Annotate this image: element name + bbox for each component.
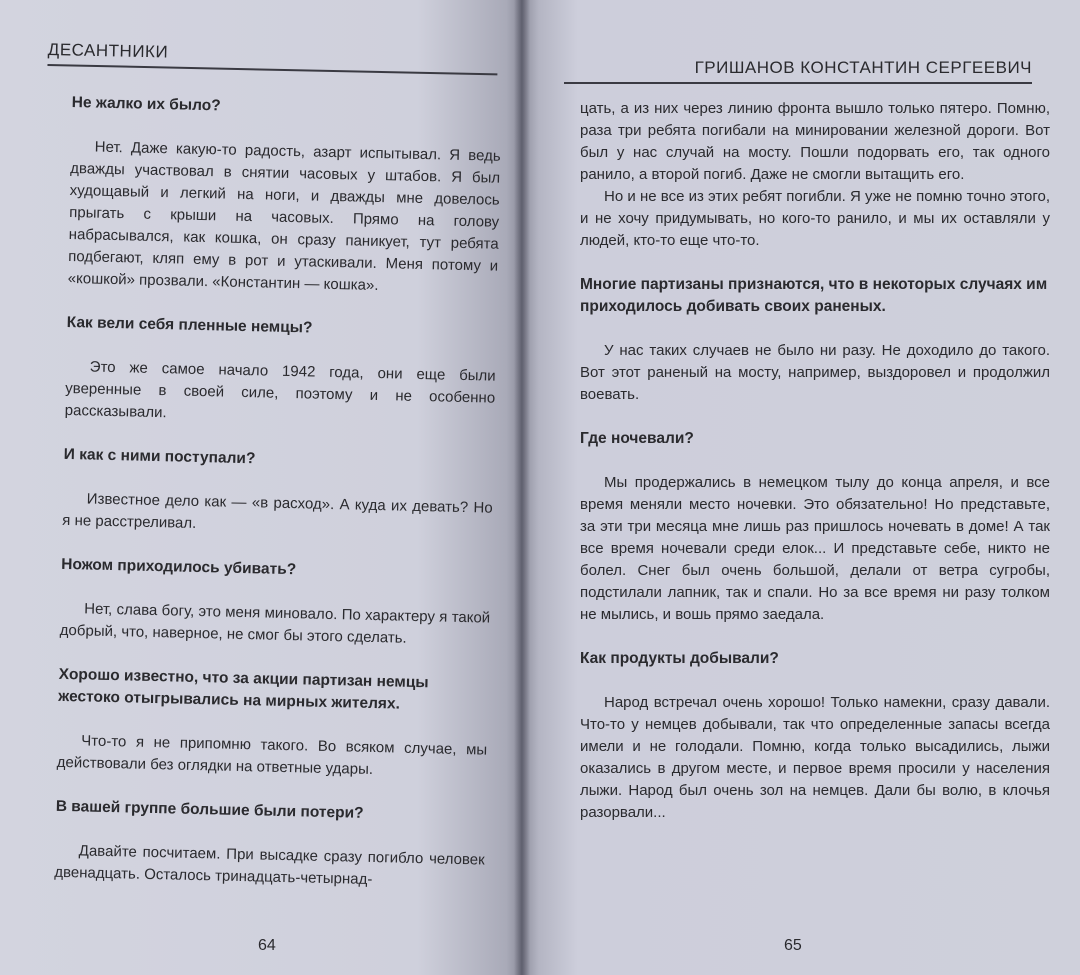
answer-paragraph: Нет. Даже какую-то радость, азарт испытывал. Я ведь дважды участвовал в снятии часовых у штабов. Я был худощавый и легкий на ноги, и дважды мне довелось прыгать с крыши на часовых. Прямо на голову набрасывался, как кошка, он сразу паникует, тут ребята подбегают, кляп ему в рот и утаскивали. Меня потому и «кошкой» прозвали. «Константин — кошка». — [67, 138, 501, 295]
answer-paragraph: цать, а из них через линию фронта вышло только пятеро. Помню, раза три ребята погибали на минировании железной дороги. Вот был у нас случай на мосту. Пошли подорвать его, так одного ранило, а второй погиб. Даже не смогли вытащить его. — [580, 100, 1050, 183]
left-page — [0, 0, 522, 975]
answer — [60, 598, 491, 652]
answer — [57, 730, 488, 784]
left-page-text — [54, 92, 502, 894]
answer-paragraph: Но и не все из этих ребят погибли. Я уже не помню точно этого, и не хочу придумывать, но кого-то ранило, и мы их оставляли у людей, кто-то еще что-то. — [580, 188, 1050, 249]
answer — [580, 472, 1050, 626]
answer — [54, 840, 485, 894]
answer — [65, 356, 496, 432]
question: Ножом приходилось убивать? — [61, 555, 297, 579]
answer — [68, 136, 501, 300]
running-head-left: ДЕСАНТНИКИ — [47, 40, 497, 75]
question: Хорошо известно, что за акции партизан немцы жестоко отыгрывались на мирных жителях. — [58, 665, 429, 713]
question: В вашей группе большие были потери? — [55, 797, 364, 822]
question: Где ночевали? — [580, 430, 694, 447]
answer-paragraph: Мы продержались в немецком тылу до конца апреля, и все время меняли место ночевки. Это обязательно! Но представьте, за эти три месяца мне лишь раз пришлось ночевать в доме! А так все время ночевали среди елок... И представьте себе, никто не болел. Снег был очень большой, делали от ветра сугробы, подстилали лапник, так и спали. Но за все время ни разу толком не мылись, и вошь прямо заедала. — [580, 474, 1050, 623]
right-page-text — [580, 98, 1050, 824]
answer-paragraph: Что-то я не припомню такого. Во всяком случае, мы действовали без оглядки на ответные удары. — [56, 732, 488, 779]
question: Не жалко их было? — [71, 93, 221, 115]
answer-paragraph: Народ встречал очень хорошо! Только намекни, сразу давали. Что-то у немцев добывали, так что определенные запасы всегда имели и не голодали. Помню, когда только высадились, лыжи оказались в другом месте, и первое время просили у населения лыжи. Народ был очень зол на немцев. Дали бы волю, в клочья разорвали... — [580, 694, 1050, 821]
question: И как с ними поступали? — [63, 445, 256, 468]
page-number-left: 64 — [258, 937, 276, 954]
answer — [580, 692, 1050, 824]
answer — [580, 98, 1050, 252]
question: Многие партизаны признаются, что в некоторых случаях им приходилось добивать своих раненых. — [580, 276, 1048, 315]
answer — [62, 488, 493, 542]
answer-paragraph: Давайте посчитаем. При высадке сразу погибло человек двенадцать. Осталось тринадцать-четырнад- — [54, 842, 485, 889]
book-spine-shadow — [514, 0, 530, 975]
page-number-right: 65 — [784, 937, 802, 954]
question: Как вели себя пленные немцы? — [66, 313, 313, 337]
answer-paragraph: Известное дело как — «в расход». А куда их девать? Но я не расстреливал. — [62, 490, 493, 532]
answer — [580, 340, 1050, 406]
question: Как продукты добывали? — [580, 650, 779, 667]
answer-paragraph: Это же самое начало 1942 года, они еще были уверенные в своей силе, поэтому и не особенно рассказывали. — [64, 358, 496, 422]
running-head-right: ГРИШАНОВ КОНСТАНТИН СЕРГЕЕВИЧ — [564, 58, 1032, 84]
right-page — [522, 0, 1080, 975]
answer-paragraph: Нет, слава богу, это меня миновало. По характеру я такой добрый, что, наверное, не смог бы этого сделать. — [59, 600, 491, 647]
answer-paragraph: У нас таких случаев не было ни разу. Не доходило до такого. Вот этот раненый на мосту, например, выздоровел и продолжил воевать. — [580, 342, 1050, 403]
